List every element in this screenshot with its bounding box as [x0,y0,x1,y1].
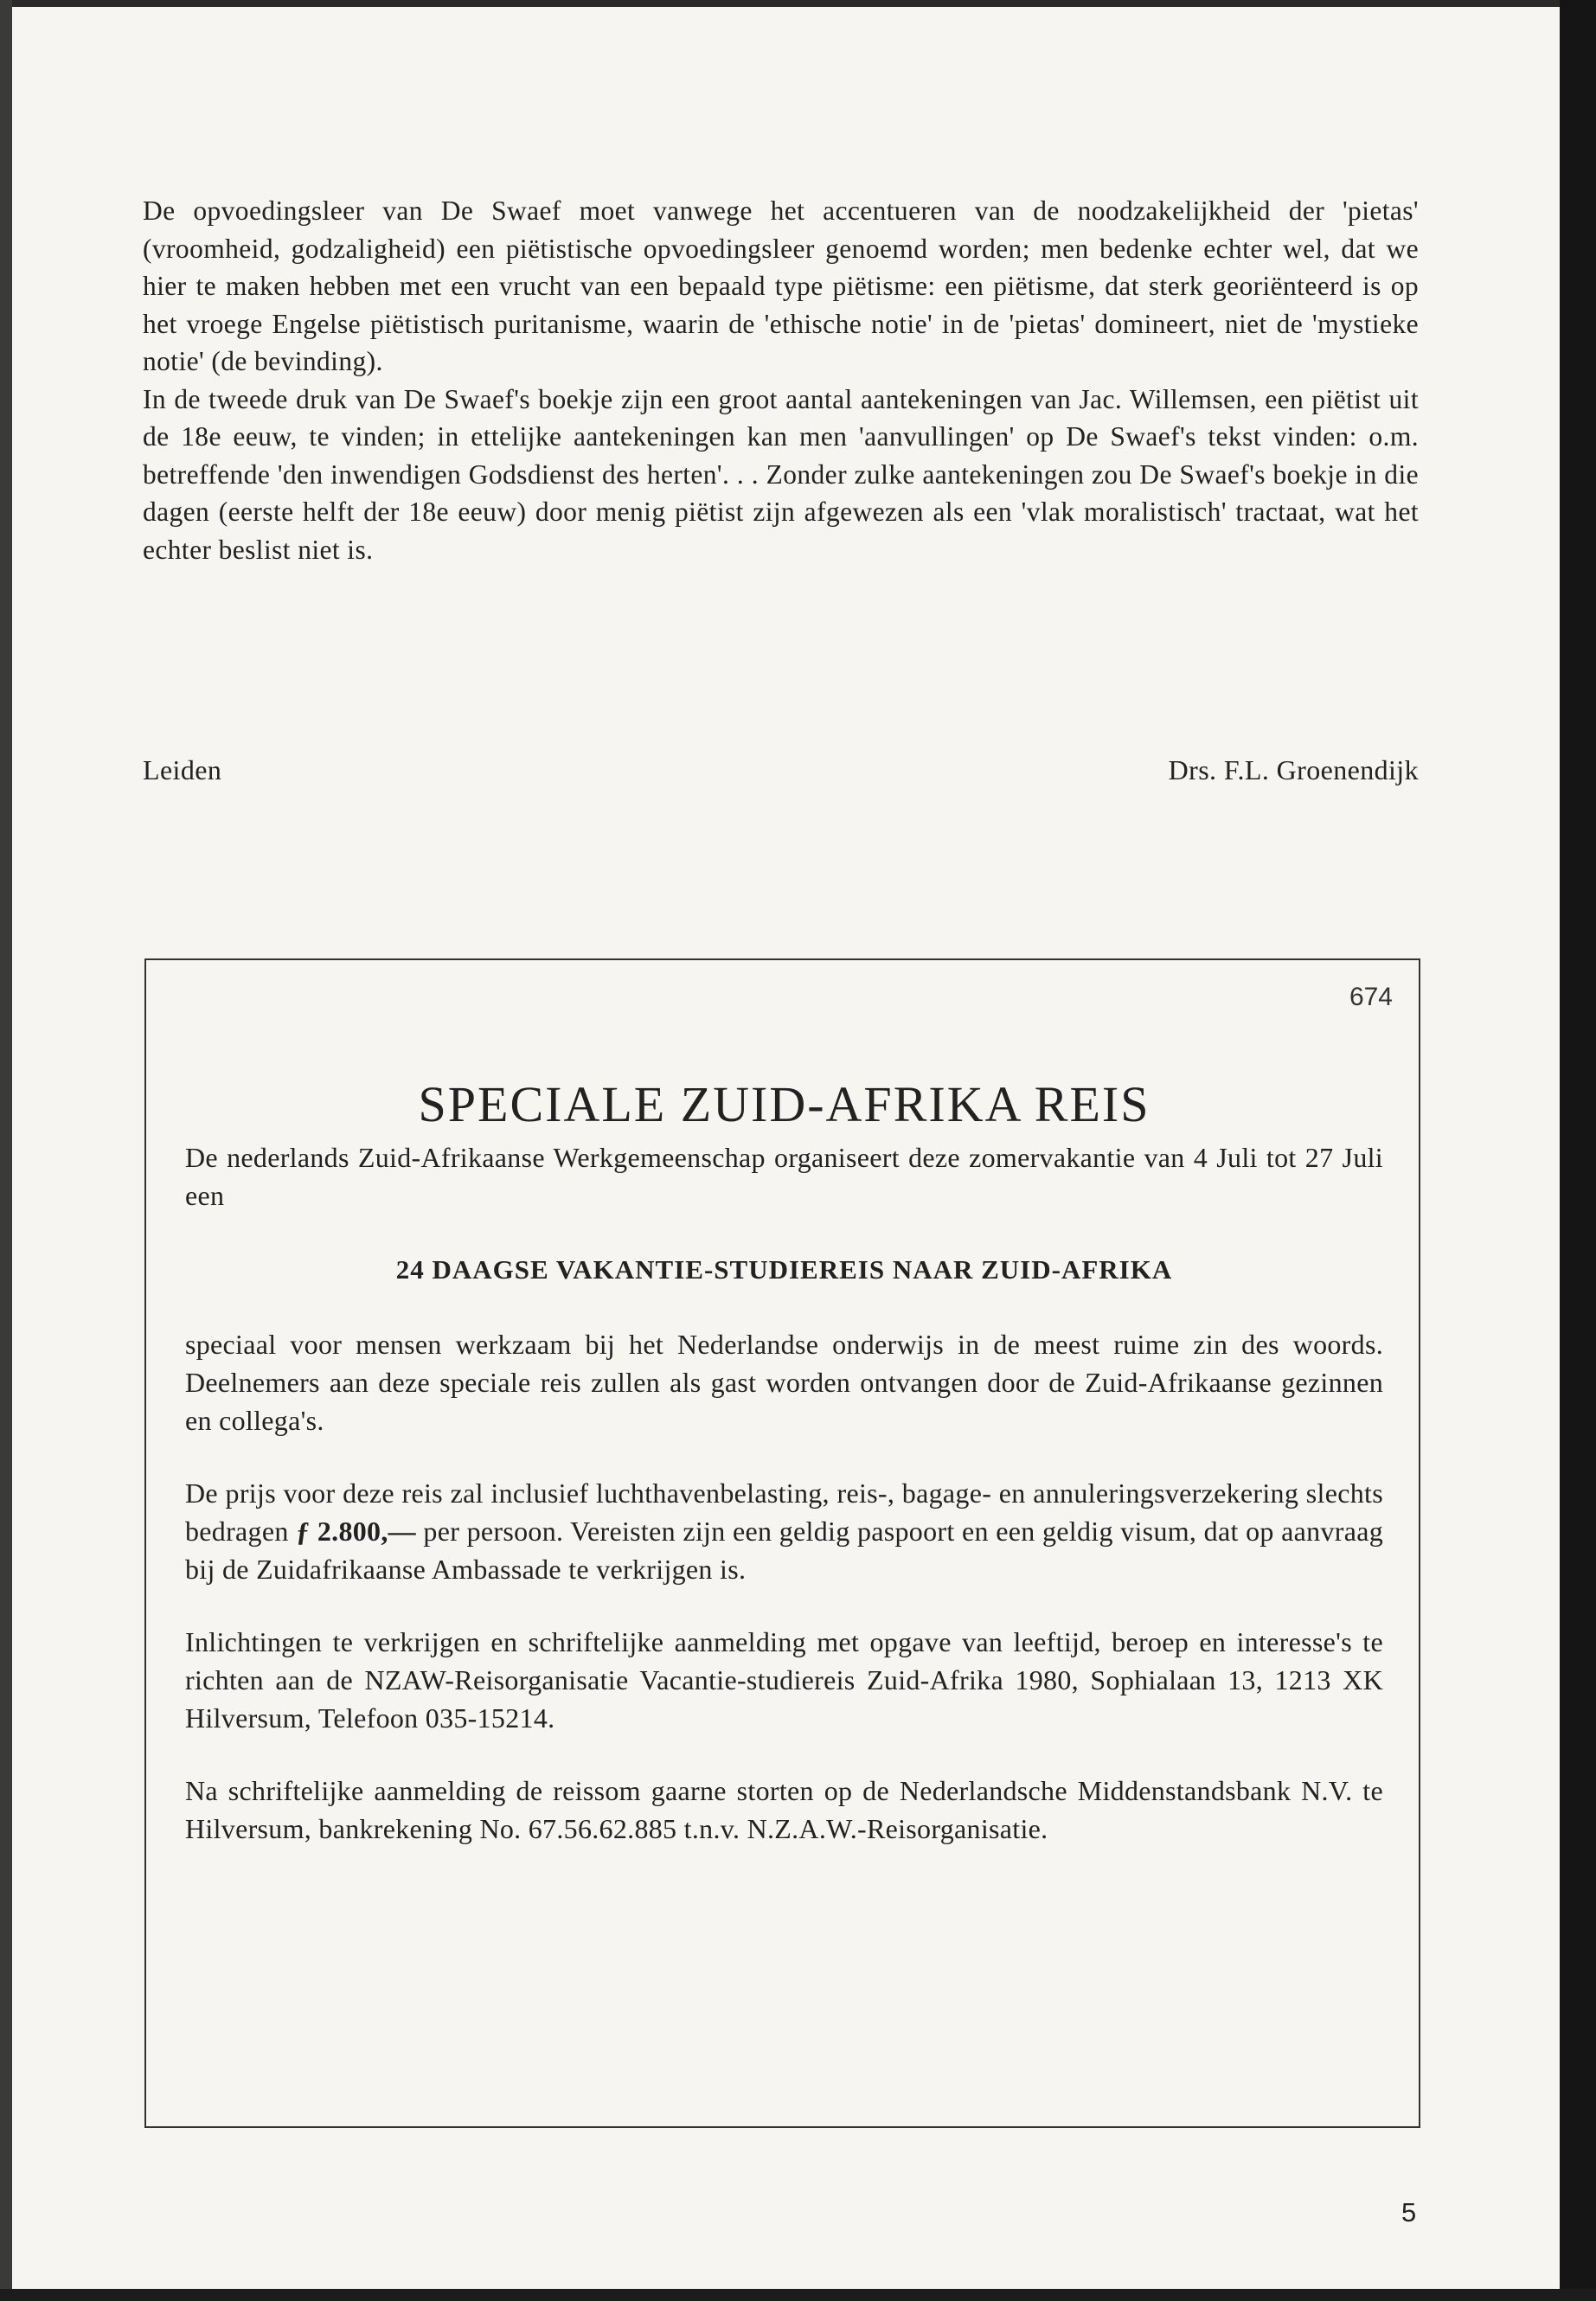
advertisement-box [144,958,1420,2128]
article-text [143,192,1419,568]
scan-edge-left [0,0,12,2301]
advertisement-content [185,1074,1383,1848]
scan-edge-top [0,0,1596,7]
scan-edge-right [1560,0,1596,2301]
price-amount: ƒ 2.800,— [296,1516,416,1547]
signature-author: Drs. F.L. Groenendijk [1168,754,1419,785]
page-number: 5 [1401,2197,1417,2227]
article-paragraph: In de tweede druk van De Swaef's boekje zijn een groot aantal aantekeningen van Jac. Willemsen, een piëtist uit de 18e eeuw, te vinden; in ettelijke aantekeningen kan men 'aanvullingen' op De Swaef's tekst vinden: o.m. betreffende 'den inwendigen Godsdienst des herten'. . . Zonder zulke aantekeningen zou De Swaef's boekje in die dagen (eerste helft der 18e eeuw) door menig piëtist zijn afgewezen als een 'vlak moralistisch' tractaat, wat het echter beslist niet is. [143,383,1419,565]
signature-place: Leiden [143,754,222,785]
article-signature [143,751,1419,789]
advertisement-number: 674 [1349,983,1393,1011]
price-text-after: per persoon. Vereisten zijn een geldig paspoort en een geldig visum, dat op aanvraag bij de Zuidafrikaanse Ambassade te verkrijgen is. [185,1516,1384,1585]
advertisement-title: SPECIALE ZUID-AFRIKA REIS [418,1076,1151,1132]
article-paragraph: De opvoedingsleer van De Swaef moet vanwege het accentueren van de noodzakelijkheid der 'pietas' (vroomheid, godzaligheid) een piëtistische opvoedingsleer genoemd worden; men bedenke echter wel, dat we hier te maken hebben met een vrucht van een bepaald type piëtisme: een piëtisme, dat sterk georiënteerd is op het vroege Engelse piëtistisch puritanisme, waarin de 'ethische notie' in de 'pietas' domineert, niet de 'mystieke notie' (de bevinding). [143,195,1419,376]
advertisement-paragraph: Inlichtingen te verkrijgen en schriftelijke aanmelding met opgave van leeftijd, beroep en interesse's te richten aan de NZAW-Reisorganisatie Vacantie-studiereis Zuid-Afrika 1980, Sophialaan 13, 1213 XK Hilversum, Telefoon 035-15214. [185,1626,1383,1734]
advertisement-subtitle: 24 DAAGSE VAKANTIE-STUDIEREIS NAAR ZUID-AFRIKA [395,1254,1173,1285]
advertisement-paragraph: Na schriftelijke aanmelding de reissom gaarne storten op de Nederlandsche Middenstandsbank N.V. te Hilversum, bankrekening No. 67.56.62.885 t.n.v. N.Z.A.W.-Reisorganisatie. [185,1775,1383,1844]
advertisement-intro: De nederlands Zuid-Afrikaanse Werkgemeenschap organiseert deze zomervakantie van 4 Juli tot 27 Juli een [185,1142,1383,1211]
scan-edge-bottom [0,2289,1596,2301]
price-text-before: De prijs voor deze reis zal inclusief luchthavenbelasting, reis-, bagage- en annuleringsverzekering slechts bedragen [185,1477,1383,1547]
advertisement-price-paragraph [185,1474,1383,1588]
advertisement-paragraph: speciaal voor mensen werkzaam bij het Nederlandse onderwijs in de meest ruime zin des woords. Deelnemers aan deze speciale reis zullen als gast worden ontvangen door de Zuid-Afrikaanse gezinnen en collega's. [185,1329,1383,1436]
